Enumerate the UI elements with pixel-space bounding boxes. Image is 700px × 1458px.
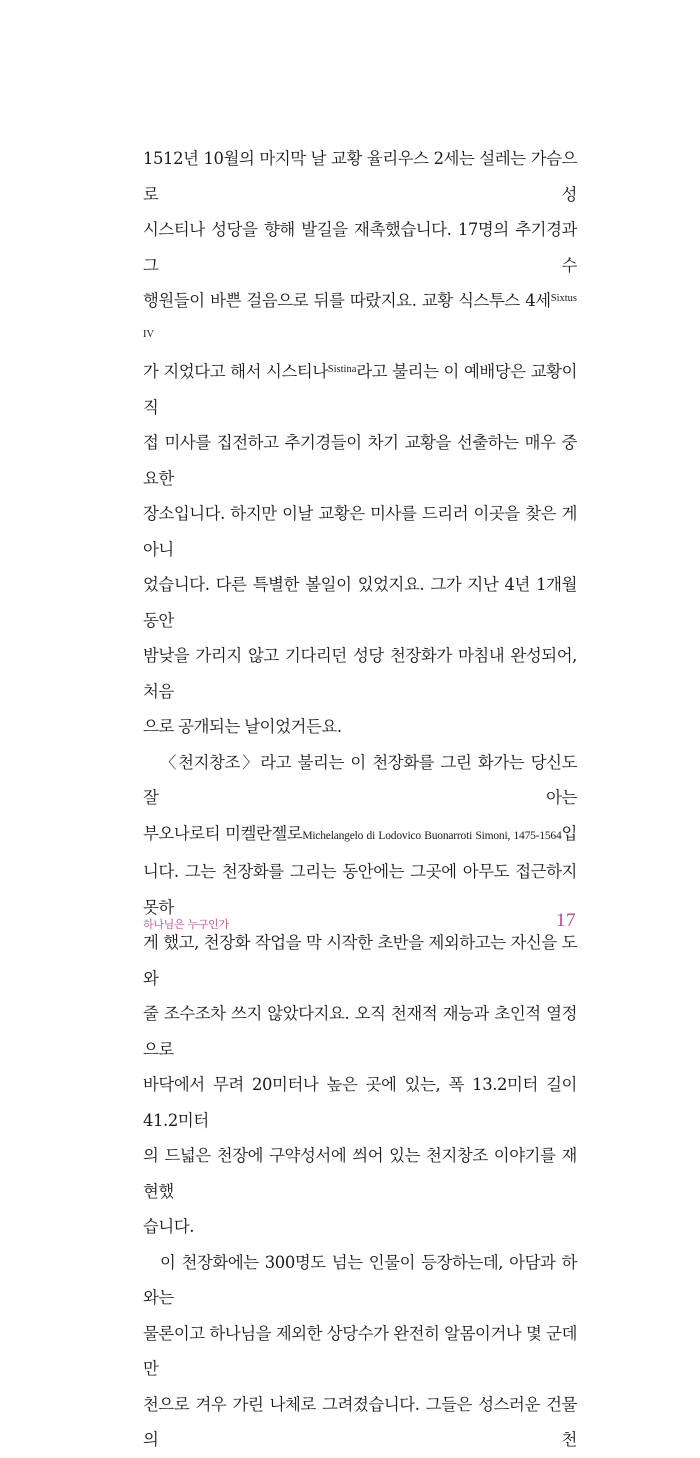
foreign-annotation: Sixtus IV xyxy=(143,293,577,340)
text-line: 시스티나 성당을 향해 발길을 재촉했습니다. 17명의 추기경과 그 수 xyxy=(143,220,577,275)
text-line: 물론이고 하나님을 제외한 상당수가 완전히 알몸이거나 몇 군데만 xyxy=(143,1323,577,1378)
text-line: 게 했고, 천장화 작업을 막 시작한 초반을 제외하고는 자신을 도와 xyxy=(143,933,577,988)
text-line: 었습니다. 다른 특별한 볼일이 있었지요. 그가 지난 4년 1개월 동안 xyxy=(143,575,577,630)
text-line: 행원들이 바쁜 걸음으로 뒤를 따랐지요. 교황 식스투스 4세 xyxy=(143,291,551,310)
text-line: 장소입니다. 하지만 이날 교황은 미사를 드리러 이곳을 찾은 게 아니 xyxy=(143,504,577,559)
page-body xyxy=(143,141,577,1458)
text-line: 접 미사를 집전하고 추기경들이 차기 교황을 선출하는 매우 중요한 xyxy=(143,433,577,488)
paragraph-1-end xyxy=(143,709,577,745)
text-line: 천으로 겨우 가린 나체로 그려졌습니다. 그들은 성스러운 건물의 천 xyxy=(143,1394,577,1449)
page-number: 17 xyxy=(556,910,576,931)
text-line: 부오나로티 미켈란젤로 xyxy=(143,823,303,843)
text-line: 입 xyxy=(561,823,577,843)
text-line: 의 드넓은 천장에 구약성서에 씌어 있는 천지창조 이야기를 재현했 xyxy=(143,1146,577,1201)
text-line: 이 천장화에는 300명도 넘는 인물이 등장하는데, 아담과 하와는 xyxy=(143,1252,577,1307)
foreign-annotation: Sistina xyxy=(327,364,357,375)
text-line: 바닥에서 무려 20미터나 높은 곳에 있는, 폭 13.2미터 길이 41.2미터 xyxy=(143,1075,577,1130)
text-line: 으로 공개되는 날이었거든요. xyxy=(143,717,342,736)
running-footer-title: 하나님은 누구인가 xyxy=(143,918,229,931)
text-line: 라고 불리는 이 예배당은 교황이 직 xyxy=(143,362,578,417)
paragraph-2-end xyxy=(143,1209,577,1245)
text-line: 니다. 그는 천장화를 그리는 동안에는 그곳에 아무도 접근하지 못하 xyxy=(143,862,577,917)
paragraph-1 xyxy=(143,141,577,709)
text-line: 습니다. xyxy=(143,1217,195,1236)
paragraph-3 xyxy=(143,1245,577,1458)
text-line: 밤낮을 가리지 않고 기다리던 성당 천장화가 마침내 완성되어, 처음 xyxy=(143,646,577,701)
text-line: 1512년 10월의 마지막 날 교황 율리우스 2세는 설레는 가슴으로 성 xyxy=(143,149,577,204)
text-line: 줄 조수조차 쓰지 않았다지요. 오직 천재적 재능과 초인적 열정으로 xyxy=(143,1004,577,1059)
foreign-annotation: Michelangelo di Lodovico Buonarroti Simoni, 1475-1564 xyxy=(302,829,562,842)
text-line: 가 지었다고 해서 시스티나 xyxy=(143,362,328,381)
text-line: 〈천지창조〉라고 불리는 이 천장화를 그린 화가는 당신도 잘 아는 xyxy=(143,752,577,807)
paragraph-2 xyxy=(143,745,577,1210)
